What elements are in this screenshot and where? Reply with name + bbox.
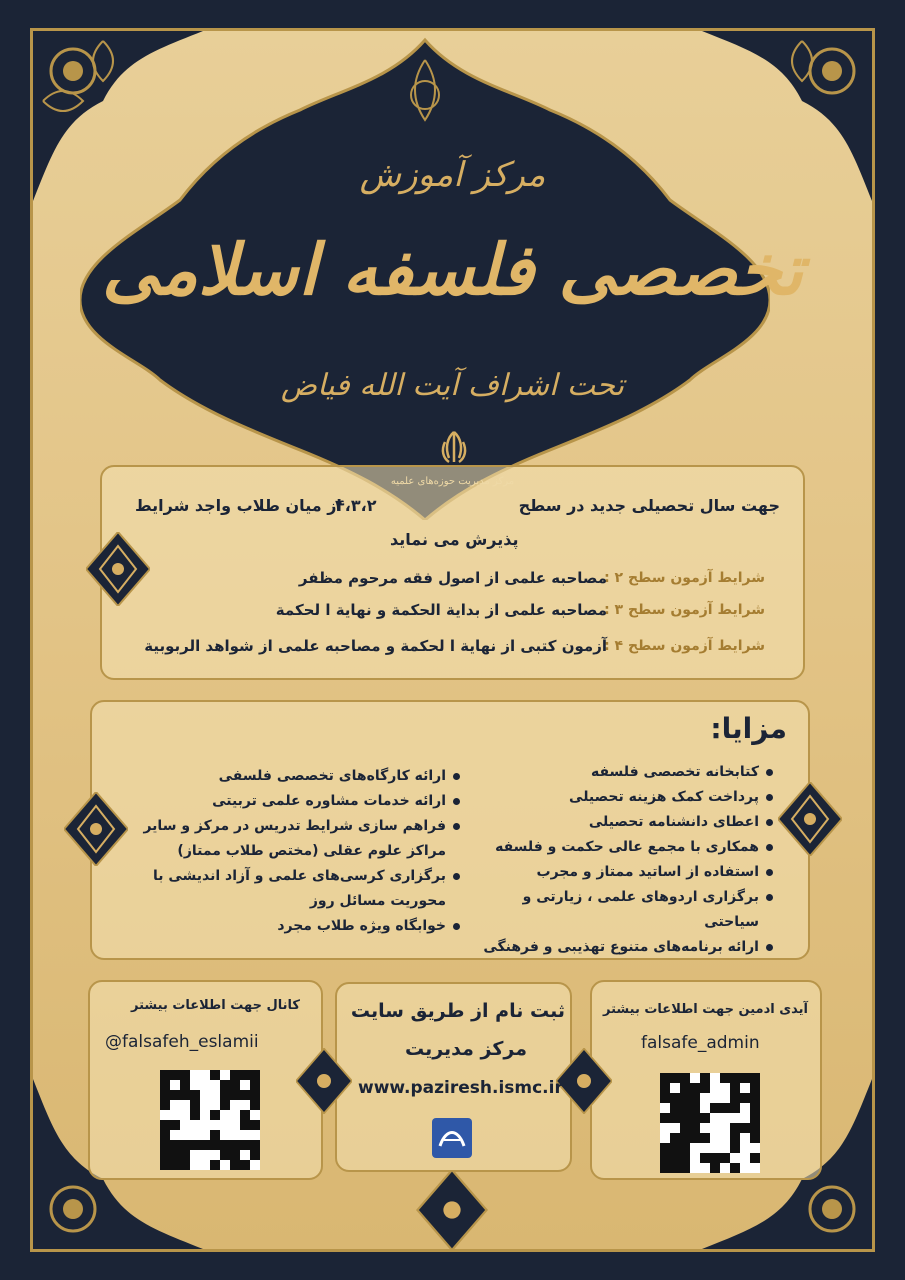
qr-cell bbox=[660, 1073, 670, 1083]
qr-cell bbox=[710, 1113, 720, 1123]
condition-text-3: مصاحبه علمی از بدایة الحکمة و نهایة ا لحکمة bbox=[275, 601, 607, 619]
qr-cell bbox=[670, 1113, 680, 1123]
qr-cell bbox=[740, 1143, 750, 1153]
qr-cell bbox=[190, 1100, 200, 1110]
qr-cell bbox=[750, 1133, 760, 1143]
qr-cell bbox=[210, 1070, 220, 1080]
qr-cell bbox=[200, 1110, 210, 1120]
qr-cell bbox=[670, 1123, 680, 1133]
qr-cell bbox=[240, 1090, 250, 1100]
qr-cell bbox=[730, 1083, 740, 1093]
qr-cell bbox=[710, 1143, 720, 1153]
qr-cell bbox=[720, 1123, 730, 1133]
qr-cell bbox=[200, 1150, 210, 1160]
qr-cell bbox=[240, 1110, 250, 1120]
qr-cell bbox=[680, 1073, 690, 1083]
qr-cell bbox=[690, 1163, 700, 1173]
qr-cell bbox=[210, 1120, 220, 1130]
list-item: ارائه کارگاه‌های تخصصی فلسفی bbox=[115, 764, 460, 789]
qr-cell bbox=[710, 1163, 720, 1173]
qr-cell bbox=[230, 1150, 240, 1160]
qr-cell bbox=[230, 1070, 240, 1080]
ismc-logo-icon bbox=[432, 1118, 472, 1158]
qr-cell bbox=[230, 1120, 240, 1130]
qr-cell bbox=[160, 1090, 170, 1100]
qr-cell bbox=[190, 1070, 200, 1080]
qr-cell bbox=[750, 1123, 760, 1133]
qr-cell bbox=[250, 1080, 260, 1090]
qr-cell bbox=[200, 1090, 210, 1100]
list-item: همکاری با مجمع عالی حکمت و فلسفه bbox=[473, 835, 773, 860]
qr-cell bbox=[240, 1130, 250, 1140]
qr-cell bbox=[240, 1140, 250, 1150]
qr-cell bbox=[160, 1100, 170, 1110]
qr-cell bbox=[730, 1123, 740, 1133]
qr-cell bbox=[720, 1073, 730, 1083]
qr-cell bbox=[670, 1143, 680, 1153]
qr-cell bbox=[200, 1160, 210, 1170]
qr-pattern bbox=[160, 1070, 260, 1170]
advantages-left-list bbox=[115, 764, 460, 939]
condition-label-4: شرایط آزمون سطح ۴ : bbox=[604, 638, 765, 654]
qr-cell bbox=[730, 1113, 740, 1123]
qr-cell bbox=[720, 1153, 730, 1163]
qr-cell bbox=[700, 1153, 710, 1163]
qr-cell bbox=[700, 1133, 710, 1143]
qr-cell bbox=[210, 1160, 220, 1170]
qr-cell bbox=[190, 1120, 200, 1130]
admission-line2: پذیرش می نماید bbox=[390, 530, 519, 549]
qr-cell bbox=[700, 1143, 710, 1153]
qr-cell bbox=[720, 1133, 730, 1143]
qr-cell bbox=[660, 1133, 670, 1143]
qr-cell bbox=[160, 1140, 170, 1150]
qr-cell bbox=[680, 1093, 690, 1103]
qr-cell bbox=[720, 1083, 730, 1093]
star-ornament-icon bbox=[778, 782, 842, 856]
qr-cell bbox=[250, 1100, 260, 1110]
qr-cell bbox=[210, 1110, 220, 1120]
qr-cell bbox=[750, 1073, 760, 1083]
qr-cell bbox=[200, 1140, 210, 1150]
qr-cell bbox=[240, 1100, 250, 1110]
list-item: برگزاری کرسی‌های علمی و آزاد اندیشی با محوریت مسائل روز bbox=[115, 864, 460, 914]
qr-cell bbox=[660, 1153, 670, 1163]
qr-cell bbox=[740, 1083, 750, 1093]
qr-cell bbox=[690, 1103, 700, 1113]
qr-cell bbox=[190, 1110, 200, 1120]
qr-cell bbox=[180, 1070, 190, 1080]
qr-cell bbox=[170, 1150, 180, 1160]
qr-cell bbox=[690, 1083, 700, 1093]
qr-cell bbox=[240, 1070, 250, 1080]
list-item: کتابخانه تخصصی فلسفه bbox=[473, 760, 773, 785]
star-ornament-icon bbox=[296, 1048, 352, 1114]
list-item: فراهم سازی شرایط تدریس در مرکز و سایر مراکز علوم عقلی (مختص طلاب ممتاز) bbox=[115, 814, 460, 864]
qr-cell bbox=[690, 1093, 700, 1103]
qr-cell bbox=[720, 1103, 730, 1113]
register-url[interactable]: www.paziresh.ismc.ir bbox=[358, 1078, 563, 1098]
qr-cell bbox=[670, 1153, 680, 1163]
qr-cell bbox=[740, 1123, 750, 1133]
qr-cell bbox=[700, 1083, 710, 1093]
channel-handle[interactable]: @falsafeh_eslamii bbox=[105, 1032, 259, 1052]
qr-cell bbox=[230, 1160, 240, 1170]
qr-cell bbox=[680, 1163, 690, 1173]
register-line1: ثبت نام از طریق سایت bbox=[350, 1000, 565, 1022]
qr-cell bbox=[230, 1080, 240, 1090]
qr-cell bbox=[160, 1080, 170, 1090]
qr-cell bbox=[180, 1160, 190, 1170]
qr-cell bbox=[680, 1103, 690, 1113]
qr-cell bbox=[690, 1073, 700, 1083]
condition-text-2: مصاحبه علمی از اصول فقه مرحوم مظفر bbox=[298, 569, 607, 587]
qr-cell bbox=[240, 1160, 250, 1170]
qr-cell bbox=[180, 1090, 190, 1100]
list-item: ارائه خدمات مشاوره علمی تربیتی bbox=[115, 789, 460, 814]
admin-label: آیدی ادمین جهت اطلاعات بیشتر bbox=[603, 1002, 808, 1017]
qr-cell bbox=[170, 1070, 180, 1080]
admin-qr-code[interactable] bbox=[660, 1073, 760, 1173]
qr-cell bbox=[240, 1120, 250, 1130]
advantages-title: مزایا: bbox=[710, 712, 787, 745]
qr-cell bbox=[230, 1130, 240, 1140]
qr-cell bbox=[180, 1130, 190, 1140]
qr-cell bbox=[700, 1113, 710, 1123]
qr-cell bbox=[170, 1090, 180, 1100]
list-item: استفاده از اساتید ممتاز و مجرب bbox=[473, 860, 773, 885]
qr-cell bbox=[170, 1080, 180, 1090]
star-ornament-icon bbox=[86, 532, 150, 606]
qr-cell bbox=[230, 1100, 240, 1110]
qr-cell bbox=[220, 1130, 230, 1140]
qr-cell bbox=[220, 1120, 230, 1130]
qr-cell bbox=[250, 1130, 260, 1140]
qr-cell bbox=[740, 1103, 750, 1113]
banner-main-title: تخصصی فلسفه اسلامی bbox=[102, 228, 803, 311]
qr-cell bbox=[250, 1120, 260, 1130]
qr-cell bbox=[180, 1080, 190, 1090]
qr-cell bbox=[710, 1093, 720, 1103]
qr-cell bbox=[170, 1110, 180, 1120]
banner-top-line: مرکز آموزش bbox=[359, 155, 546, 195]
qr-cell bbox=[750, 1163, 760, 1173]
condition-label-2: شرایط آزمون سطح ۲ : bbox=[604, 570, 765, 586]
qr-cell bbox=[690, 1123, 700, 1133]
qr-cell bbox=[680, 1153, 690, 1163]
iran-emblem-icon bbox=[437, 428, 471, 468]
list-item: اعطای دانشنامه تحصیلی bbox=[473, 810, 773, 835]
qr-cell bbox=[220, 1150, 230, 1160]
qr-cell bbox=[730, 1093, 740, 1103]
qr-cell bbox=[750, 1143, 760, 1153]
qr-cell bbox=[240, 1080, 250, 1090]
condition-text-4: آزمون کتبی از نهایة ا لحکمة و مصاحبه علمی از شواهد الربوبیة bbox=[144, 637, 607, 655]
list-item: برگزاری اردوهای علمی ، زیارتی و سیاحتی bbox=[473, 885, 773, 935]
qr-cell bbox=[690, 1143, 700, 1153]
qr-cell bbox=[660, 1123, 670, 1133]
qr-cell bbox=[700, 1103, 710, 1113]
qr-cell bbox=[230, 1110, 240, 1120]
qr-cell bbox=[670, 1163, 680, 1173]
qr-cell bbox=[710, 1083, 720, 1093]
qr-cell bbox=[180, 1140, 190, 1150]
qr-cell bbox=[220, 1090, 230, 1100]
qr-cell bbox=[680, 1113, 690, 1123]
channel-qr-code[interactable] bbox=[160, 1070, 260, 1170]
qr-cell bbox=[220, 1070, 230, 1080]
qr-cell bbox=[710, 1133, 720, 1143]
qr-cell bbox=[180, 1100, 190, 1110]
qr-cell bbox=[210, 1140, 220, 1150]
qr-cell bbox=[680, 1083, 690, 1093]
channel-label: کانال جهت اطلاعات بیشتر bbox=[131, 998, 300, 1013]
qr-cell bbox=[660, 1113, 670, 1123]
qr-cell bbox=[700, 1163, 710, 1173]
advantages-right-list bbox=[473, 760, 773, 960]
condition-label-3: شرایط آزمون سطح ۳ : bbox=[604, 602, 765, 618]
qr-cell bbox=[740, 1073, 750, 1083]
qr-cell bbox=[720, 1113, 730, 1123]
qr-cell bbox=[740, 1093, 750, 1103]
qr-cell bbox=[680, 1143, 690, 1153]
admin-handle[interactable]: falsafe_admin bbox=[641, 1033, 760, 1053]
list-item: ارائه برنامه‌های متنوع تهذیبی و فرهنگی bbox=[473, 935, 773, 960]
qr-cell bbox=[200, 1120, 210, 1130]
qr-cell bbox=[190, 1140, 200, 1150]
qr-cell bbox=[670, 1083, 680, 1093]
qr-cell bbox=[160, 1070, 170, 1080]
qr-cell bbox=[740, 1153, 750, 1163]
qr-cell bbox=[210, 1150, 220, 1160]
qr-cell bbox=[250, 1140, 260, 1150]
qr-cell bbox=[180, 1150, 190, 1160]
bottom-ornament-icon bbox=[416, 1170, 488, 1250]
qr-cell bbox=[170, 1130, 180, 1140]
qr-cell bbox=[750, 1093, 760, 1103]
star-ornament-icon bbox=[556, 1048, 612, 1114]
qr-cell bbox=[230, 1090, 240, 1100]
qr-cell bbox=[200, 1080, 210, 1090]
qr-cell bbox=[730, 1073, 740, 1083]
qr-cell bbox=[220, 1080, 230, 1090]
qr-cell bbox=[250, 1110, 260, 1120]
qr-cell bbox=[660, 1103, 670, 1113]
qr-cell bbox=[730, 1143, 740, 1153]
qr-cell bbox=[750, 1113, 760, 1123]
qr-cell bbox=[160, 1120, 170, 1130]
qr-cell bbox=[190, 1160, 200, 1170]
qr-cell bbox=[210, 1080, 220, 1090]
qr-cell bbox=[190, 1080, 200, 1090]
qr-cell bbox=[200, 1130, 210, 1140]
qr-cell bbox=[210, 1100, 220, 1110]
qr-cell bbox=[740, 1133, 750, 1143]
register-line2: مرکز مدیریت bbox=[404, 1038, 527, 1060]
qr-cell bbox=[230, 1140, 240, 1150]
qr-cell bbox=[250, 1090, 260, 1100]
qr-cell bbox=[690, 1113, 700, 1123]
qr-cell bbox=[160, 1130, 170, 1140]
qr-cell bbox=[730, 1103, 740, 1113]
qr-cell bbox=[190, 1150, 200, 1160]
qr-cell bbox=[220, 1140, 230, 1150]
qr-cell bbox=[680, 1123, 690, 1133]
qr-cell bbox=[170, 1160, 180, 1170]
qr-cell bbox=[660, 1163, 670, 1173]
qr-cell bbox=[670, 1133, 680, 1143]
qr-cell bbox=[690, 1133, 700, 1143]
qr-cell bbox=[750, 1153, 760, 1163]
list-item: پرداخت کمک هزینه تحصیلی bbox=[473, 785, 773, 810]
qr-cell bbox=[190, 1130, 200, 1140]
list-item: خوابگاه ویژه طلاب مجرد bbox=[115, 914, 460, 939]
qr-cell bbox=[710, 1153, 720, 1163]
qr-cell bbox=[750, 1103, 760, 1113]
qr-cell bbox=[720, 1163, 730, 1173]
qr-cell bbox=[250, 1070, 260, 1080]
qr-cell bbox=[720, 1143, 730, 1153]
admission-levels: ۴،۳،۲ bbox=[335, 496, 377, 515]
qr-cell bbox=[170, 1120, 180, 1130]
qr-cell bbox=[710, 1073, 720, 1083]
qr-cell bbox=[660, 1093, 670, 1103]
qr-cell bbox=[750, 1083, 760, 1093]
qr-cell bbox=[740, 1163, 750, 1173]
qr-cell bbox=[710, 1123, 720, 1133]
qr-cell bbox=[220, 1160, 230, 1170]
qr-cell bbox=[710, 1103, 720, 1113]
qr-cell bbox=[660, 1083, 670, 1093]
qr-cell bbox=[700, 1093, 710, 1103]
qr-cell bbox=[160, 1160, 170, 1170]
qr-cell bbox=[170, 1100, 180, 1110]
qr-cell bbox=[250, 1150, 260, 1160]
banner-supervision: تحت اشراف آیت الله فیاض bbox=[280, 368, 625, 403]
qr-cell bbox=[190, 1090, 200, 1100]
admission-line1-suffix: از میان طلاب واجد شرایط bbox=[135, 496, 342, 515]
qr-cell bbox=[240, 1150, 250, 1160]
qr-cell bbox=[730, 1153, 740, 1163]
qr-cell bbox=[200, 1070, 210, 1080]
qr-cell bbox=[730, 1133, 740, 1143]
qr-cell bbox=[220, 1110, 230, 1120]
qr-pattern bbox=[660, 1073, 760, 1173]
admission-line1-prefix: جهت سال تحصیلی جدید در سطح bbox=[518, 496, 780, 515]
qr-cell bbox=[210, 1130, 220, 1140]
qr-cell bbox=[720, 1093, 730, 1103]
qr-cell bbox=[730, 1163, 740, 1173]
qr-cell bbox=[160, 1150, 170, 1160]
qr-cell bbox=[670, 1103, 680, 1113]
qr-cell bbox=[170, 1140, 180, 1150]
qr-cell bbox=[210, 1090, 220, 1100]
qr-cell bbox=[250, 1160, 260, 1170]
qr-cell bbox=[680, 1133, 690, 1143]
qr-cell bbox=[660, 1143, 670, 1153]
qr-cell bbox=[700, 1073, 710, 1083]
qr-cell bbox=[220, 1100, 230, 1110]
qr-cell bbox=[180, 1120, 190, 1130]
qr-cell bbox=[690, 1153, 700, 1163]
qr-cell bbox=[160, 1110, 170, 1120]
qr-cell bbox=[200, 1100, 210, 1110]
qr-cell bbox=[740, 1113, 750, 1123]
qr-cell bbox=[700, 1123, 710, 1133]
qr-cell bbox=[670, 1073, 680, 1083]
qr-cell bbox=[670, 1093, 680, 1103]
qr-cell bbox=[180, 1110, 190, 1120]
